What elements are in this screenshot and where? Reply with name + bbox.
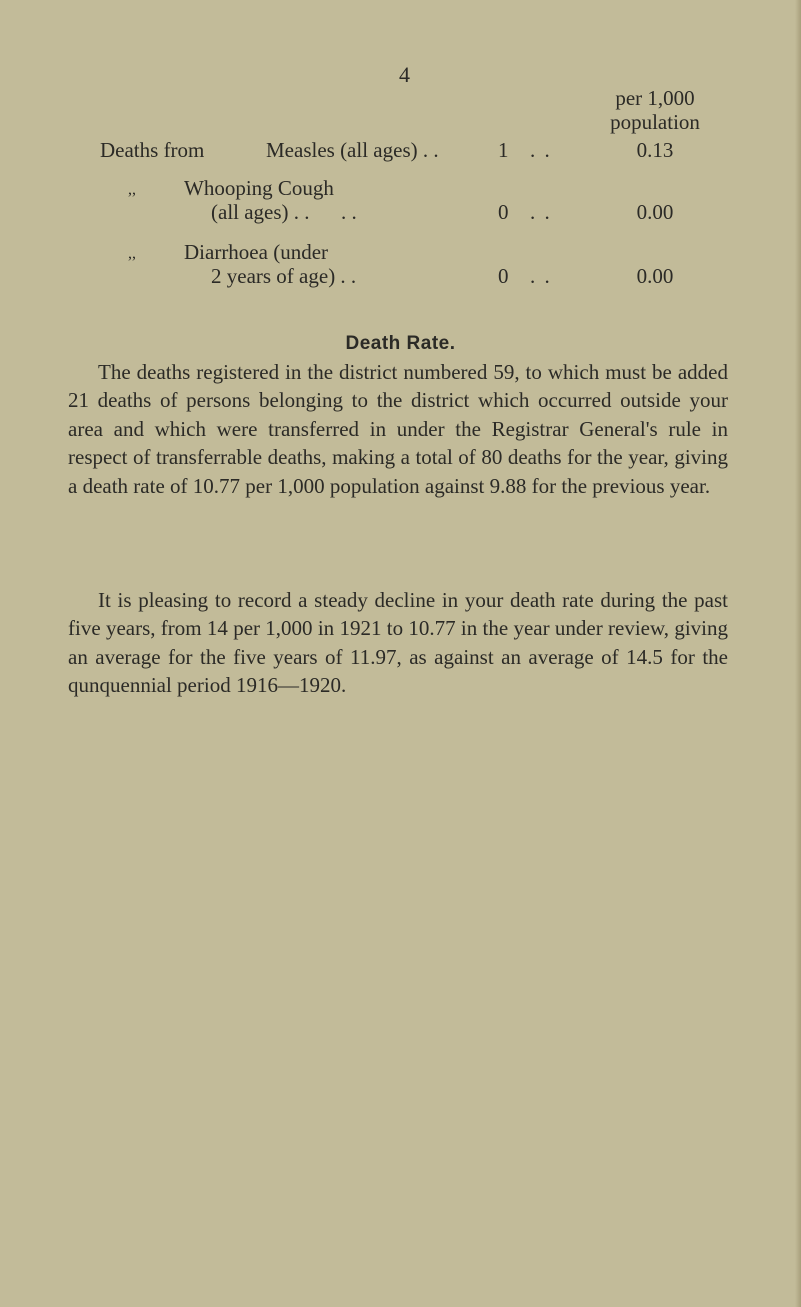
row-separator: . . [530, 264, 552, 288]
table-row-measles [0, 138, 801, 168]
table-row-whooping-cough [0, 176, 801, 236]
row-count: 1 [498, 138, 509, 162]
row-label: Whooping Cough [184, 176, 334, 200]
row-rate: 0.00 [636, 264, 674, 288]
row-count: 0 [498, 264, 509, 288]
row-rate: 0.00 [636, 200, 674, 224]
row-label: Diarrhoea (under [184, 240, 329, 264]
row-prefix: Deaths from [100, 138, 205, 162]
table-row-diarrhoea [0, 240, 801, 300]
paragraph-text: The deaths registered in the district numbered 59, to which must be added 21 deaths of persons belonging to the district which occurred outside your area and which were transferred in under the Registrar General's rule in respect of transferrable deaths, making a total of 80 deaths for the year, giving a death rate of 10.77 per 1,000 population against 9.88 for the previous year. [68, 360, 728, 498]
row-separator: . . [530, 200, 552, 224]
row-separator: . . [530, 138, 552, 162]
rate-column-header: per 1,000 population [610, 86, 700, 134]
page-number: 4 [399, 62, 410, 87]
section-heading: Death Rate. [345, 333, 456, 354]
paragraph [68, 358, 728, 500]
paragraph [68, 586, 728, 700]
row-label-cont: (all ages) . . . . [211, 200, 357, 224]
row-count: 0 [498, 200, 509, 224]
paragraph-text: It is pleasing to record a steady decline in your death rate during the past five years, from 14 per 1,000 in 1921 to 10.77 in the year under review, giving an average for the five years of 11.97, as against an average of 14.5 for the qunquennial period 1916—1920. [68, 588, 728, 698]
row-label: Measles (all ages) . . [266, 138, 439, 162]
ditto-mark: ,, [128, 245, 136, 262]
ditto-mark: ,, [128, 181, 136, 198]
row-rate: 0.13 [636, 138, 674, 162]
row-label-cont: 2 years of age) . . [211, 264, 357, 288]
